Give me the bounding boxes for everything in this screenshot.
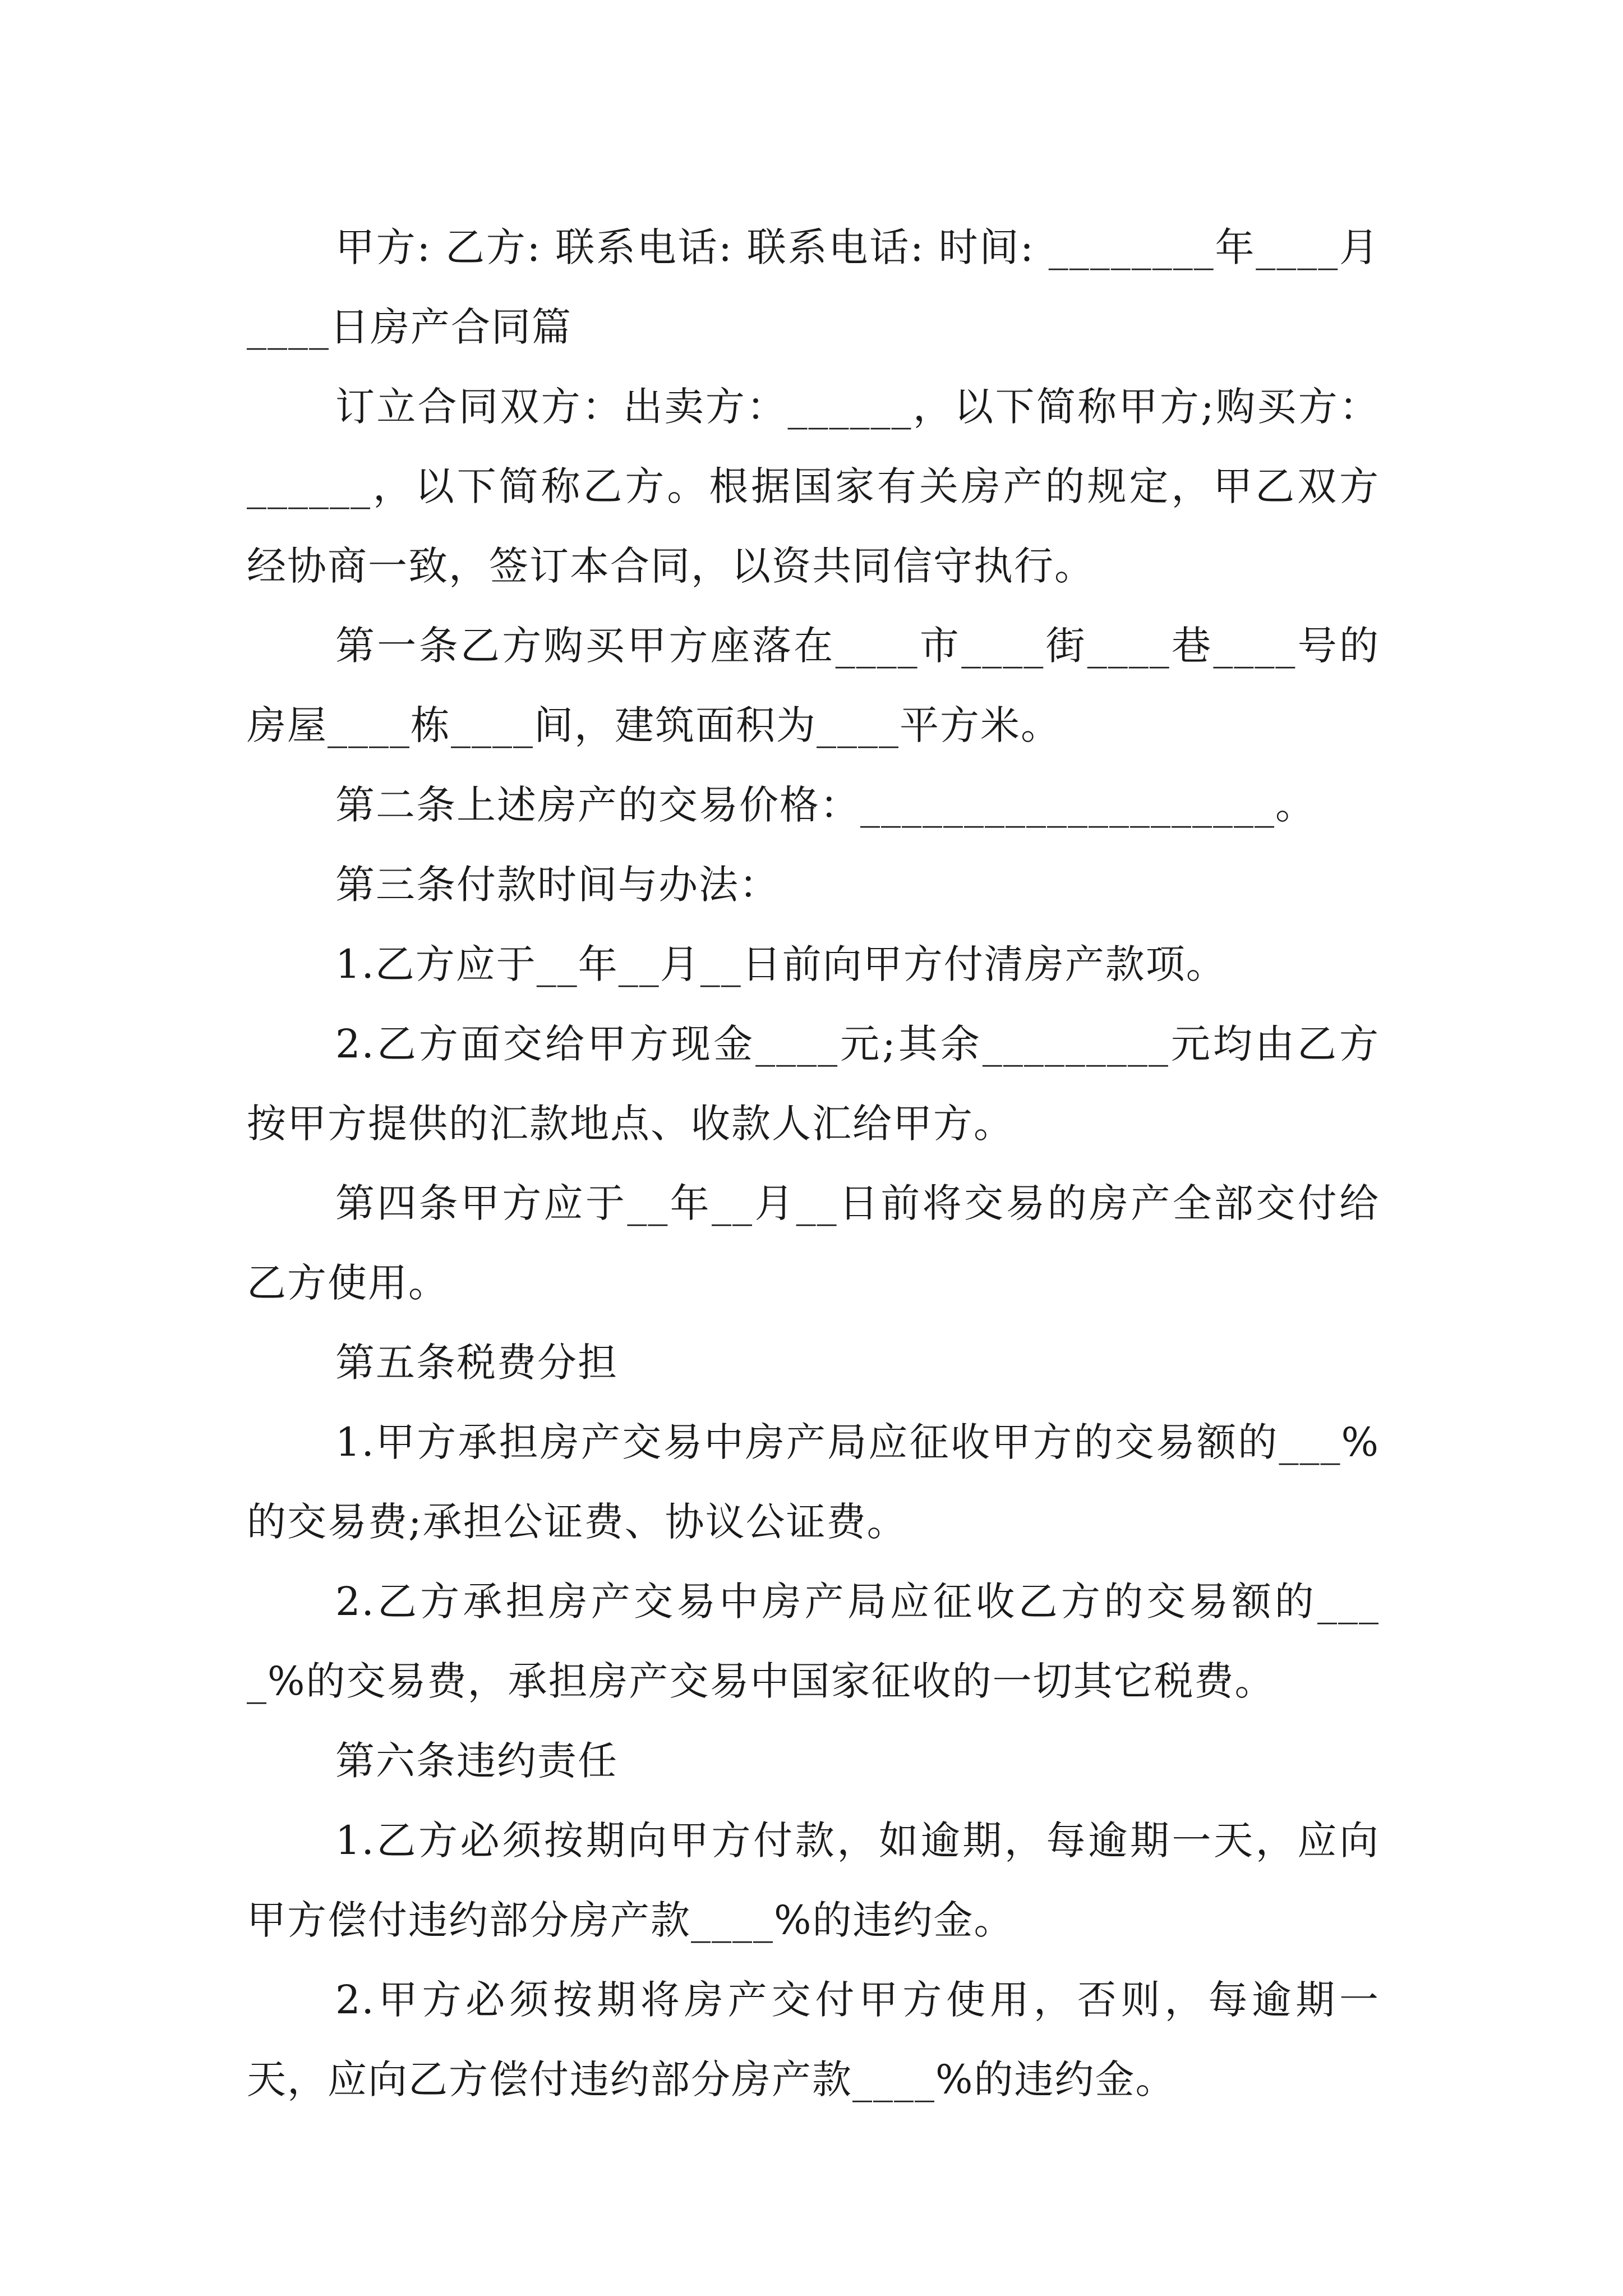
article-6-item-1: 1.乙方必须按期向甲方付款，如逾期，每逾期一天，应向甲方偿付违约部分房产款____%的违约金。 [247, 1818, 1380, 1943]
article-3-item-1: 1.乙方应于__年__月__日前向甲方付清房产款项。 [335, 941, 1227, 987]
document-page [247, 208, 1380, 2119]
parties-paragraph: 订立合同双方：出卖方：______，以下简称甲方;购买方：______，以下简称乙方。根据国家有关房产的规定，甲乙双方经协商一致，签订本合同，以资共同信守执行。 [247, 384, 1380, 589]
article-5-item-1: 1.甲方承担房产交易中房产局应征收甲方的交易额的___%的交易费;承担公证费、协议公证费。 [247, 1419, 1380, 1545]
article-2-paragraph: 第二条上述房产的交易价格：____________________。 [335, 782, 1316, 828]
contract-header-paragraph: 甲方: 乙方: 联系电话: 联系电话: 时间: ________年____月____日房产合同篇 [247, 224, 1380, 350]
article-3-item-2: 2.乙方面交给甲方现金____元;其余_________元均由乙方按甲方提供的汇款地点、收款人汇给甲方。 [247, 1021, 1380, 1147]
article-5-item-2: 2.乙方承担房产交易中房产局应征收乙方的交易额的____%的交易费，承担房产交易中国家征收的一切其它税费。 [247, 1579, 1380, 1704]
article-4-paragraph: 第四条甲方应于__年__月__日前将交易的房产全部交付给乙方使用。 [247, 1180, 1380, 1306]
article-5-heading: 第五条税费分担 [335, 1340, 618, 1386]
article-6-heading: 第六条违约责任 [335, 1738, 618, 1784]
article-3-heading: 第三条付款时间与办法： [335, 862, 780, 908]
article-6-item-2: 2.甲方必须按期将房产交付甲方使用，否则，每逾期一天，应向乙方偿付违约部分房产款____%的违约金。 [247, 1977, 1380, 2102]
article-1-paragraph: 第一条乙方购买甲方座落在____市____街____巷____号的房屋____栋____间，建筑面积为____平方米。 [247, 623, 1380, 748]
